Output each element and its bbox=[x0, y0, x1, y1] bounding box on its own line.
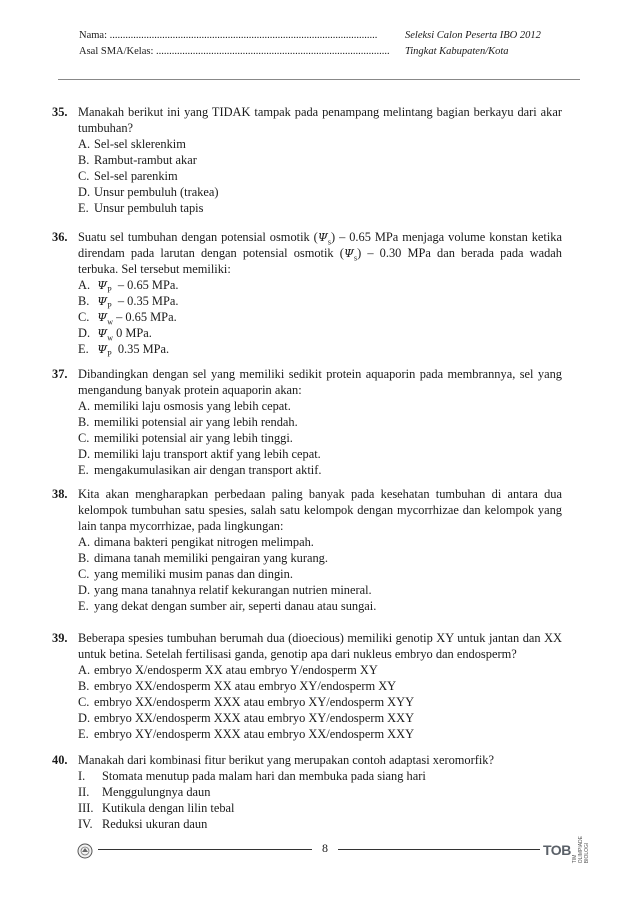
question-38 bbox=[52, 486, 562, 614]
option-b: B. memiliki potensial air yang lebih rendah. bbox=[78, 415, 298, 429]
option-d: D. yang mana tanahnya relatif kekurangan nutrien mineral. bbox=[78, 583, 372, 597]
footer-divider-right bbox=[338, 849, 540, 850]
option-c: C. memiliki potensial air yang lebih tinggi. bbox=[78, 431, 293, 445]
exam-title: Seleksi Calon Peserta IBO 2012 bbox=[405, 30, 541, 41]
question-number: 39. bbox=[52, 631, 68, 645]
question-number: 36. bbox=[52, 230, 68, 244]
tob-logo: TOB TIM OLIMPIADE BIOLOGI bbox=[543, 836, 590, 864]
option-a: A. Sel-sel sklerenkim bbox=[78, 137, 186, 151]
option-b: B. $\Psi_P - 0.35$ MPa. bbox=[78, 294, 179, 311]
question-40 bbox=[52, 752, 562, 832]
option-list bbox=[78, 768, 562, 832]
option-ii: II. Menggulungnya daun bbox=[78, 785, 211, 799]
nama-field: Nama: ...................................................................................................... bbox=[79, 30, 378, 41]
option-d: D. embryo XX/endosperm XXX atau embryo XY/endosperm XXY bbox=[78, 711, 415, 725]
option-list bbox=[78, 662, 562, 742]
question-number: 37. bbox=[52, 367, 68, 381]
option-c: C. Sel-sel parenkim bbox=[78, 169, 178, 183]
question-39 bbox=[52, 630, 562, 742]
option-list bbox=[78, 277, 562, 357]
option-b: B. Rambut-rambut akar bbox=[78, 153, 197, 167]
option-e: E. $\Psi_P$ 0.35 MPa. bbox=[78, 342, 170, 359]
option-c: C. embryo XX/endosperm XXX atau embryo XY/endosperm XYY bbox=[78, 695, 415, 709]
option-iii: III. Kutikula dengan lilin tebal bbox=[78, 801, 235, 815]
option-e: E. Unsur pembuluh tapis bbox=[78, 201, 204, 215]
option-a: A. embryo X/endosperm XX atau embryo Y/endosperm XY bbox=[78, 663, 378, 677]
option-c: C. $\Psi_w - 0.65$ MPa. bbox=[78, 310, 177, 327]
exam-level: Tingkat Kabupaten/Kota bbox=[405, 46, 509, 57]
option-d: D. $\Psi_w$ 0 MPa. bbox=[78, 326, 152, 343]
question-number: 35. bbox=[52, 105, 68, 119]
question-number: 40. bbox=[52, 753, 68, 767]
header-divider bbox=[58, 79, 580, 80]
question-text: Manakah dari kombinasi fitur berikut yang merupakan contoh adaptasi xeromorfik? bbox=[78, 753, 494, 767]
question-35 bbox=[52, 104, 562, 216]
option-list bbox=[78, 534, 562, 614]
question-number: 38. bbox=[52, 487, 68, 501]
option-c: C. yang memiliki musim panas dan dingin. bbox=[78, 567, 293, 581]
question-36 bbox=[52, 229, 562, 357]
option-list bbox=[78, 136, 562, 216]
question-text: Manakah berikut ini yang TIDAK tampak pada penampang melintang bagian berkayu dari akar tumbuhan? bbox=[78, 105, 562, 135]
option-d: D. memiliki laju transport aktif yang lebih cepat. bbox=[78, 447, 321, 461]
option-i: I. Stomata menutup pada malam hari dan membuka pada siang hari bbox=[78, 769, 426, 783]
option-b: B. embryo XX/endosperm XX atau embryo XY/endosperm XY bbox=[78, 679, 397, 693]
question-text: Suatu sel tumbuhan dengan potensial osmotik $(\Psi_s) - 0.65$ MPa menjaga volume konstan ketika direndam pada larutan dengan potensial osmotik $(\Psi_s) - 0.30$ MPa dan berada pada wadah terbuka. Sel tersebut memiliki: bbox=[78, 230, 562, 276]
psi-symbol: Ψ bbox=[317, 230, 328, 244]
option-iv: IV. Reduksi ukuran daun bbox=[78, 817, 208, 831]
question-text: Beberapa spesies tumbuhan berumah dua (dioecious) memiliki genotip XY untuk jantan dan XX untuk betina. Setelah fertilisasi ganda, genotip apa dari nukleus embryo dan endosperm? bbox=[78, 631, 562, 661]
page-number: 8 bbox=[312, 841, 338, 856]
option-b: B. dimana tanah memiliki pengairan yang kurang. bbox=[78, 551, 328, 565]
question-text: Dibandingkan dengan sel yang memiliki sedikit protein aquaporin pada membrannya, sel yang mengandung banyak protein aquaporin akan: bbox=[78, 367, 562, 397]
header-right bbox=[405, 28, 541, 60]
option-d: D. Unsur pembuluh (trakea) bbox=[78, 185, 219, 199]
option-a: A. $\Psi_P - 0.65$ MPa. bbox=[78, 278, 179, 295]
question-text: Kita akan mengharapkan perbedaan paling banyak pada kesehatan tumbuhan di antara dua kelompok tumbuhan satu spesies, salah satu kelompok dengan mycorrhizae dan kelompok yang lain tanpa mycorrhizae, pada lingkungan: bbox=[78, 487, 562, 533]
option-list bbox=[78, 398, 562, 478]
header-left bbox=[79, 28, 390, 60]
option-a: A. dimana bakteri pengikat nitrogen melimpah. bbox=[78, 535, 314, 549]
footer-divider-left bbox=[98, 849, 312, 850]
asal-sma-field: Asal SMA/Kelas: ......................................................................................... bbox=[79, 46, 390, 57]
psi-symbol: Ψ bbox=[343, 246, 354, 260]
question-37 bbox=[52, 366, 562, 478]
option-e: E. mengakumulasikan air dengan transport aktif. bbox=[78, 463, 322, 477]
option-e: E. embryo XY/endosperm XXX atau embryo XX/endosperm XXY bbox=[78, 727, 415, 741]
option-a: A. memiliki laju osmosis yang lebih cepat. bbox=[78, 399, 291, 413]
option-e: E. yang dekat dengan sumber air, seperti danau atau sungai. bbox=[78, 599, 377, 613]
institution-seal-icon bbox=[77, 843, 93, 859]
